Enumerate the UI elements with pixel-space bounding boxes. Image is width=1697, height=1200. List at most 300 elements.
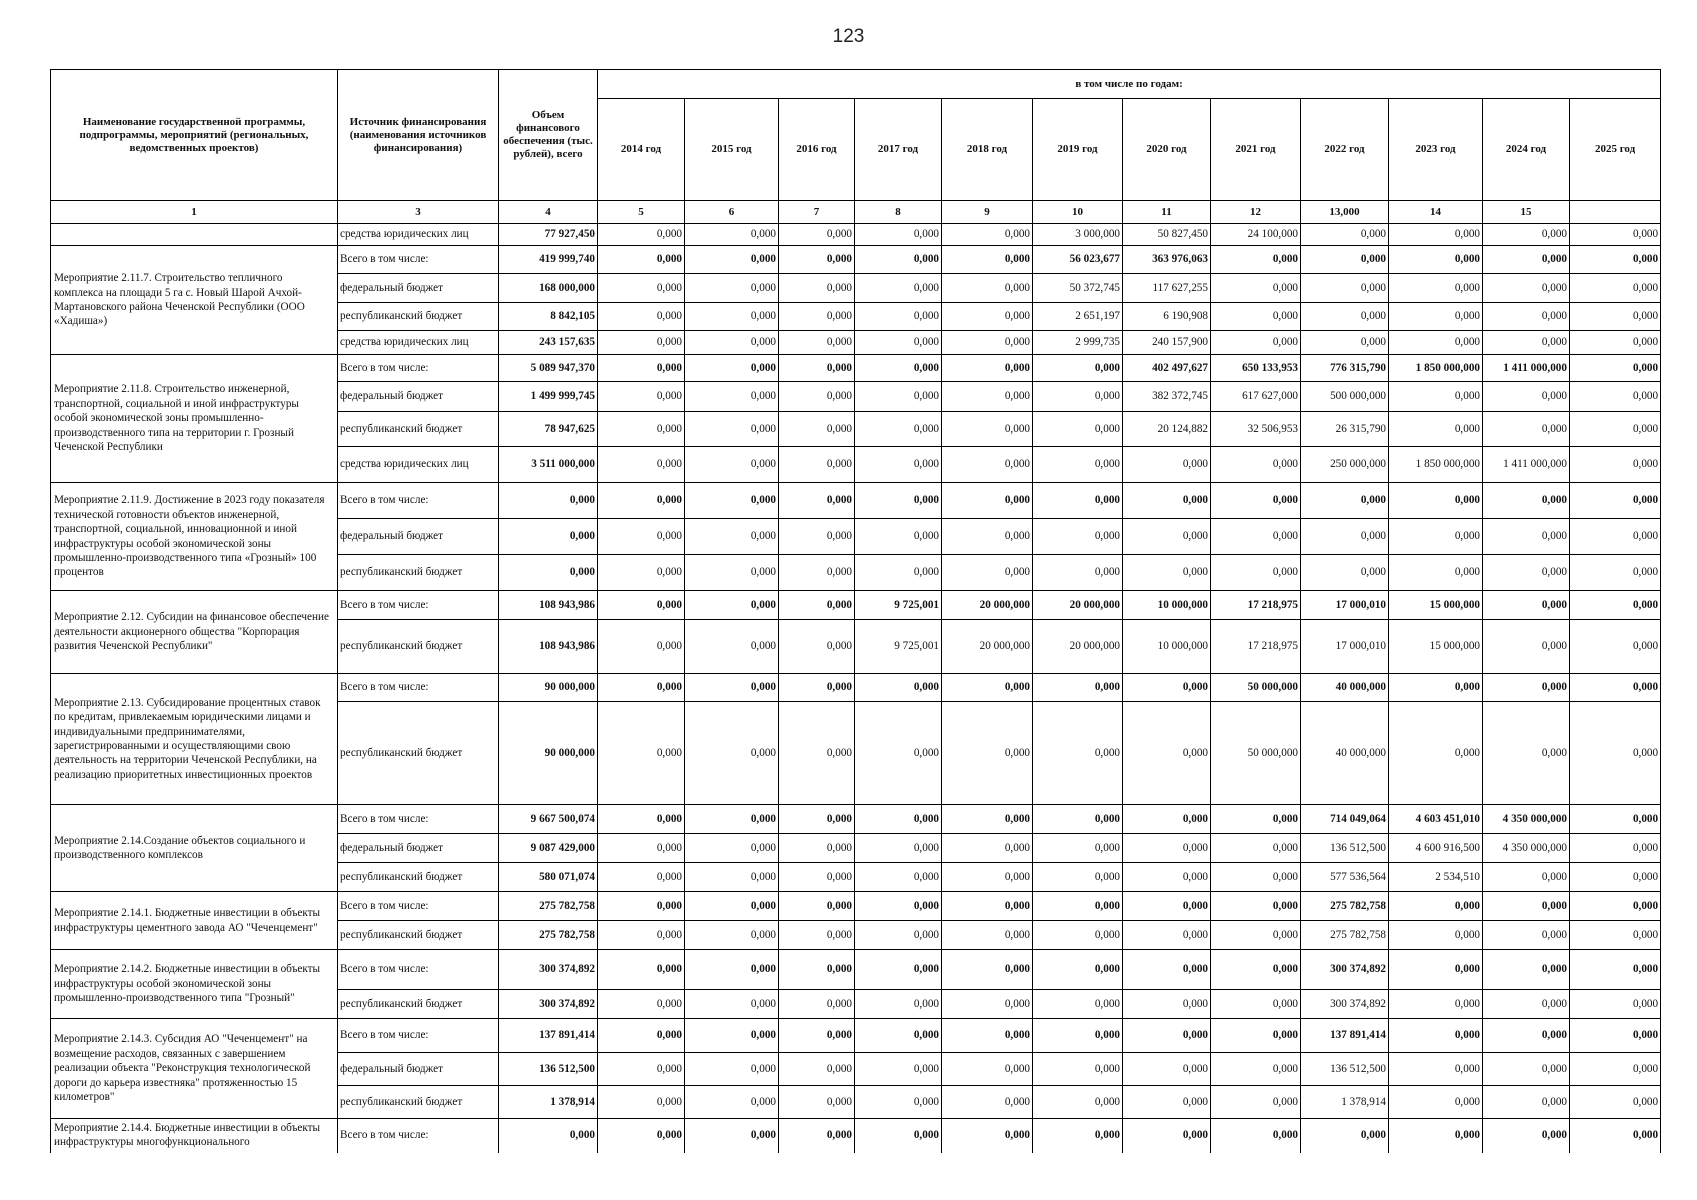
year-value: 0,000: [1211, 834, 1301, 863]
year-value: 0,000: [685, 447, 779, 483]
year-value: 0,000: [598, 519, 685, 555]
year-value: 0,000: [1483, 591, 1570, 620]
year-value: 0,000: [1570, 1119, 1661, 1153]
header-year: 2024 год: [1483, 99, 1570, 201]
year-value: 0,000: [1301, 483, 1389, 519]
header-year: 2017 год: [855, 99, 942, 201]
year-value: 0,000: [1301, 224, 1389, 246]
year-value: 0,000: [598, 921, 685, 950]
year-value: 0,000: [779, 1019, 855, 1053]
year-value: 0,000: [1483, 555, 1570, 591]
year-value: 0,000: [1123, 447, 1211, 483]
year-value: 0,000: [1123, 555, 1211, 591]
year-value: 0,000: [685, 224, 779, 246]
table-row: [51, 224, 1661, 246]
column-number: 9: [942, 201, 1033, 224]
year-value: 0,000: [598, 274, 685, 303]
year-value: 3 000,000: [1033, 224, 1123, 246]
column-number: 3: [338, 201, 499, 224]
year-value: 0,000: [598, 555, 685, 591]
year-value: 0,000: [1389, 483, 1483, 519]
funding-source: республиканский бюджет: [338, 1086, 499, 1119]
year-value: 0,000: [855, 303, 942, 331]
year-value: 0,000: [685, 863, 779, 892]
year-value: 0,000: [1301, 246, 1389, 274]
year-value: 0,000: [685, 1119, 779, 1153]
year-value: 402 497,627: [1123, 355, 1211, 382]
funding-source: республиканский бюджет: [338, 555, 499, 591]
year-value: 0,000: [1211, 303, 1301, 331]
year-value: 0,000: [1211, 1119, 1301, 1153]
financing-table: [50, 69, 1661, 1153]
year-value: 0,000: [1570, 620, 1661, 674]
funding-source: федеральный бюджет: [338, 382, 499, 412]
table-row: [51, 483, 1661, 519]
header-volume: Объем финансового обеспечения (тыс. рублей), всего: [499, 70, 598, 201]
table-row: [51, 1019, 1661, 1053]
year-value: 0,000: [855, 1019, 942, 1053]
year-value: 0,000: [1389, 382, 1483, 412]
year-value: 0,000: [1033, 447, 1123, 483]
year-value: 0,000: [855, 863, 942, 892]
year-value: 0,000: [779, 412, 855, 447]
column-number: 15: [1483, 201, 1570, 224]
year-value: 0,000: [1570, 1053, 1661, 1086]
year-value: 0,000: [1389, 1086, 1483, 1119]
year-value: 0,000: [598, 382, 685, 412]
year-value: 0,000: [685, 591, 779, 620]
year-value: 0,000: [1211, 1086, 1301, 1119]
funding-source: Всего в том числе:: [338, 591, 499, 620]
year-value: 0,000: [942, 1053, 1033, 1086]
measure-name: Мероприятие 2.12. Субсидии на финансовое обеспечение деятельности акционерного общества "Корпорация развития Чеченской Республики": [51, 591, 338, 674]
year-value: 0,000: [1570, 863, 1661, 892]
year-value: 0,000: [779, 921, 855, 950]
total-volume: 275 782,758: [499, 892, 598, 921]
year-value: 0,000: [779, 805, 855, 834]
year-value: 0,000: [1033, 519, 1123, 555]
year-value: 0,000: [1570, 591, 1661, 620]
year-value: 0,000: [1483, 331, 1570, 355]
year-value: 0,000: [1570, 555, 1661, 591]
year-value: 0,000: [1123, 1019, 1211, 1053]
year-value: 15 000,000: [1389, 591, 1483, 620]
year-value: 0,000: [685, 555, 779, 591]
year-value: 1 378,914: [1301, 1086, 1389, 1119]
year-value: 0,000: [855, 412, 942, 447]
total-volume: 108 943,986: [499, 620, 598, 674]
year-value: 0,000: [1389, 921, 1483, 950]
year-value: 0,000: [1570, 950, 1661, 990]
year-value: 0,000: [598, 950, 685, 990]
year-value: 0,000: [1123, 990, 1211, 1019]
funding-source: республиканский бюджет: [338, 303, 499, 331]
year-value: 0,000: [1570, 224, 1661, 246]
year-value: 0,000: [685, 412, 779, 447]
funding-source: республиканский бюджет: [338, 921, 499, 950]
year-value: 0,000: [598, 303, 685, 331]
year-value: 136 512,500: [1301, 1053, 1389, 1086]
year-value: 0,000: [1033, 674, 1123, 702]
year-value: 0,000: [598, 224, 685, 246]
year-value: 0,000: [1483, 303, 1570, 331]
year-value: 50 000,000: [1211, 674, 1301, 702]
year-value: 0,000: [1389, 331, 1483, 355]
year-value: 20 124,882: [1123, 412, 1211, 447]
year-value: 50 372,745: [1033, 274, 1123, 303]
year-value: 0,000: [685, 950, 779, 990]
year-value: 50 827,450: [1123, 224, 1211, 246]
year-value: 0,000: [1123, 950, 1211, 990]
year-value: 0,000: [1123, 834, 1211, 863]
total-volume: 275 782,758: [499, 921, 598, 950]
year-value: 0,000: [1211, 1053, 1301, 1086]
year-value: 2 534,510: [1389, 863, 1483, 892]
funding-source: республиканский бюджет: [338, 990, 499, 1019]
year-value: 250 000,000: [1301, 447, 1389, 483]
year-value: 0,000: [779, 863, 855, 892]
year-value: 0,000: [1389, 950, 1483, 990]
year-value: 0,000: [1301, 519, 1389, 555]
table-row: [51, 355, 1661, 382]
funding-source: федеральный бюджет: [338, 1053, 499, 1086]
year-value: 0,000: [1211, 990, 1301, 1019]
year-value: 0,000: [1389, 1053, 1483, 1086]
year-value: 0,000: [1301, 331, 1389, 355]
year-value: 0,000: [1570, 674, 1661, 702]
year-value: 0,000: [598, 412, 685, 447]
year-value: 0,000: [1033, 1119, 1123, 1153]
column-number: 10: [1033, 201, 1123, 224]
year-value: 0,000: [1483, 1119, 1570, 1153]
measure-name: Мероприятие 2.11.9. Достижение в 2023 году показателя технической готовности объектов инженерной, транспортной, социальной, инновационной и иной инфраструктуры особой экономической зоны промышленно-производственного типа «Грозный» 100 процентов: [51, 483, 338, 591]
year-value: 0,000: [685, 1019, 779, 1053]
year-value: 0,000: [855, 382, 942, 412]
column-number: 14: [1389, 201, 1483, 224]
year-value: 0,000: [942, 519, 1033, 555]
header-year: 2015 год: [685, 99, 779, 201]
table-header: [51, 70, 1661, 224]
year-value: 40 000,000: [1301, 702, 1389, 805]
year-value: 714 049,064: [1301, 805, 1389, 834]
year-value: 0,000: [1211, 1019, 1301, 1053]
measure-name: Мероприятие 2.11.7. Строительство тепличного комплекса на площади 5 га с. Новый Шарой Ачхой-Мартановского района Чеченской Республики (ООО «Хадиша»): [51, 246, 338, 355]
year-value: 4 350 000,000: [1483, 805, 1570, 834]
funding-source: Всего в том числе:: [338, 892, 499, 921]
year-value: 0,000: [1211, 555, 1301, 591]
year-value: 117 627,255: [1123, 274, 1211, 303]
header-year: 2021 год: [1211, 99, 1301, 201]
year-value: 0,000: [598, 331, 685, 355]
year-value: 4 603 451,010: [1389, 805, 1483, 834]
year-value: 0,000: [685, 990, 779, 1019]
year-value: 1 850 000,000: [1389, 355, 1483, 382]
year-value: 0,000: [1570, 990, 1661, 1019]
year-value: 0,000: [855, 702, 942, 805]
year-value: 0,000: [779, 1086, 855, 1119]
year-value: 0,000: [598, 990, 685, 1019]
year-value: 0,000: [1033, 892, 1123, 921]
year-value: 650 133,953: [1211, 355, 1301, 382]
year-value: 0,000: [1389, 702, 1483, 805]
column-number: 4: [499, 201, 598, 224]
year-value: 9 725,001: [855, 591, 942, 620]
year-value: 0,000: [779, 892, 855, 921]
year-value: 0,000: [1123, 702, 1211, 805]
year-value: 0,000: [1211, 274, 1301, 303]
header-year: 2023 год: [1389, 99, 1483, 201]
year-value: 0,000: [1570, 1019, 1661, 1053]
year-value: 0,000: [1389, 246, 1483, 274]
year-value: 0,000: [855, 990, 942, 1019]
year-value: 0,000: [1483, 224, 1570, 246]
year-value: 0,000: [779, 990, 855, 1019]
funding-source: федеральный бюджет: [338, 519, 499, 555]
year-value: 0,000: [1301, 303, 1389, 331]
year-value: 0,000: [1033, 412, 1123, 447]
measure-name: [51, 1119, 338, 1153]
year-value: 0,000: [598, 805, 685, 834]
year-value: 0,000: [1301, 1119, 1389, 1153]
year-value: 0,000: [1211, 483, 1301, 519]
year-value: 0,000: [942, 805, 1033, 834]
year-value: 0,000: [1483, 921, 1570, 950]
year-value: 0,000: [1570, 483, 1661, 519]
year-value: 0,000: [1033, 990, 1123, 1019]
year-value: 0,000: [779, 834, 855, 863]
year-value: 0,000: [1483, 382, 1570, 412]
year-value: 0,000: [598, 1086, 685, 1119]
year-value: 0,000: [685, 1053, 779, 1086]
year-value: 2 651,197: [1033, 303, 1123, 331]
year-value: 0,000: [1570, 892, 1661, 921]
total-volume: 168 000,000: [499, 274, 598, 303]
column-number: [1570, 201, 1661, 224]
year-value: 240 157,900: [1123, 331, 1211, 355]
year-value: 0,000: [779, 224, 855, 246]
year-value: 0,000: [942, 950, 1033, 990]
funding-source: республиканский бюджет: [338, 863, 499, 892]
funding-source: Всего в том числе:: [338, 246, 499, 274]
year-value: 0,000: [598, 1119, 685, 1153]
funding-source: средства юридических лиц: [338, 331, 499, 355]
year-value: 20 000,000: [942, 620, 1033, 674]
year-value: 0,000: [1483, 1019, 1570, 1053]
funding-source: Всего в том числе:: [338, 674, 499, 702]
year-value: 0,000: [685, 620, 779, 674]
year-value: 17 218,975: [1211, 591, 1301, 620]
funding-source: Всего в том числе:: [338, 1019, 499, 1053]
year-value: 0,000: [685, 382, 779, 412]
header-year: 2014 год: [598, 99, 685, 201]
year-value: 0,000: [855, 355, 942, 382]
year-value: 0,000: [685, 892, 779, 921]
total-volume: 0,000: [499, 519, 598, 555]
year-value: 0,000: [1570, 447, 1661, 483]
year-value: 500 000,000: [1301, 382, 1389, 412]
year-value: 0,000: [1123, 921, 1211, 950]
funding-source: республиканский бюджет: [338, 702, 499, 805]
total-volume: 9 667 500,074: [499, 805, 598, 834]
year-value: 0,000: [779, 246, 855, 274]
header-year: 2020 год: [1123, 99, 1211, 201]
year-value: 0,000: [855, 224, 942, 246]
year-value: 0,000: [942, 863, 1033, 892]
year-value: 0,000: [685, 519, 779, 555]
year-value: 0,000: [685, 1086, 779, 1119]
year-value: 4 350 000,000: [1483, 834, 1570, 863]
total-volume: 8 842,105: [499, 303, 598, 331]
table-row: [51, 246, 1661, 274]
year-value: 0,000: [942, 303, 1033, 331]
year-value: 0,000: [942, 382, 1033, 412]
year-value: 0,000: [855, 483, 942, 519]
year-value: 0,000: [942, 1086, 1033, 1119]
year-value: 0,000: [1033, 1053, 1123, 1086]
year-value: 0,000: [1570, 702, 1661, 805]
year-value: 0,000: [685, 355, 779, 382]
year-value: 40 000,000: [1301, 674, 1389, 702]
year-value: 0,000: [1033, 1086, 1123, 1119]
year-value: 15 000,000: [1389, 620, 1483, 674]
year-value: 0,000: [1211, 950, 1301, 990]
year-value: 300 374,892: [1301, 950, 1389, 990]
year-value: 0,000: [855, 447, 942, 483]
year-value: 275 782,758: [1301, 892, 1389, 921]
year-value: 0,000: [598, 246, 685, 274]
funding-source: республиканский бюджет: [338, 412, 499, 447]
year-value: 0,000: [1211, 805, 1301, 834]
year-value: 0,000: [855, 834, 942, 863]
year-value: 0,000: [855, 921, 942, 950]
column-number: 7: [779, 201, 855, 224]
year-value: 300 374,892: [1301, 990, 1389, 1019]
year-value: 0,000: [942, 412, 1033, 447]
total-volume: 9 087 429,000: [499, 834, 598, 863]
year-value: 20 000,000: [1033, 620, 1123, 674]
total-volume: 78 947,625: [499, 412, 598, 447]
year-value: 0,000: [1483, 246, 1570, 274]
year-value: 0,000: [779, 382, 855, 412]
measure-name: Мероприятие 2.14.2. Бюджетные инвестиции в объекты инфраструктуры особой экономической зоны промышленно-производственного типа "Грозный": [51, 950, 338, 1019]
year-value: 0,000: [1301, 274, 1389, 303]
year-value: 0,000: [1483, 274, 1570, 303]
year-value: 0,000: [1570, 1086, 1661, 1119]
measure-name: Мероприятие 2.14.1. Бюджетные инвестиции в объекты инфраструктуры цементного завода АО "Чеченцемент": [51, 892, 338, 950]
year-value: 0,000: [685, 702, 779, 805]
table-row: [51, 950, 1661, 990]
year-value: 0,000: [779, 447, 855, 483]
year-value: 0,000: [942, 274, 1033, 303]
year-value: 382 372,745: [1123, 382, 1211, 412]
year-value: 0,000: [942, 331, 1033, 355]
funding-source: федеральный бюджет: [338, 834, 499, 863]
year-value: 0,000: [1570, 331, 1661, 355]
year-value: 0,000: [779, 1053, 855, 1086]
year-value: 0,000: [779, 674, 855, 702]
total-volume: 77 927,450: [499, 224, 598, 246]
year-value: 0,000: [1483, 674, 1570, 702]
year-value: 0,000: [1123, 1086, 1211, 1119]
year-value: 0,000: [1389, 892, 1483, 921]
year-value: 577 536,564: [1301, 863, 1389, 892]
year-value: 0,000: [779, 519, 855, 555]
year-value: 0,000: [942, 1119, 1033, 1153]
measure-name: Мероприятие 2.11.8. Строительство инженерной, транспортной, социальной и иной инфраструктуры особой экономической зоны промышленно-производственного типа на территории г. Грозный Чеченской Республики: [51, 355, 338, 483]
year-value: 0,000: [779, 620, 855, 674]
year-value: 0,000: [1570, 382, 1661, 412]
year-value: 0,000: [942, 834, 1033, 863]
year-value: 0,000: [1483, 483, 1570, 519]
year-value: 0,000: [685, 274, 779, 303]
year-value: 0,000: [1483, 950, 1570, 990]
year-value: 0,000: [1483, 519, 1570, 555]
year-value: 0,000: [1389, 1119, 1483, 1153]
measure-name: Мероприятие 2.13. Субсидирование процентных ставок по кредитам, привлекаемым юридическими лицами и индивидуальными предпринимателями, зарегистрированными и осуществляющими свою деятельность на территории Чеченской Республики, на реализацию приоритетных инвестиционных проектов: [51, 674, 338, 805]
year-value: 0,000: [1389, 412, 1483, 447]
total-volume: 3 511 000,000: [499, 447, 598, 483]
year-value: 0,000: [598, 591, 685, 620]
year-value: 137 891,414: [1301, 1019, 1389, 1053]
year-value: 0,000: [1033, 1019, 1123, 1053]
year-value: 0,000: [598, 834, 685, 863]
year-value: 0,000: [1570, 246, 1661, 274]
column-number: 6: [685, 201, 779, 224]
year-value: 0,000: [1389, 519, 1483, 555]
funding-source: Всего в том числе:: [338, 1119, 499, 1153]
year-value: 0,000: [1211, 863, 1301, 892]
year-value: 0,000: [942, 246, 1033, 274]
year-value: 20 000,000: [942, 591, 1033, 620]
year-value: 0,000: [942, 1019, 1033, 1053]
year-value: 0,000: [855, 1119, 942, 1153]
year-value: 0,000: [779, 483, 855, 519]
measure-name: Мероприятие 2.14.Создание объектов социального и производственного комплексов: [51, 805, 338, 892]
year-value: 617 627,000: [1211, 382, 1301, 412]
funding-source: Всего в том числе:: [338, 805, 499, 834]
year-value: 0,000: [1389, 274, 1483, 303]
year-value: 0,000: [598, 1053, 685, 1086]
year-value: 0,000: [1483, 863, 1570, 892]
year-value: 0,000: [598, 483, 685, 519]
column-number: 8: [855, 201, 942, 224]
year-value: 0,000: [598, 863, 685, 892]
year-value: 0,000: [1483, 702, 1570, 805]
year-value: 0,000: [779, 950, 855, 990]
year-value: 0,000: [1570, 355, 1661, 382]
table-row: [51, 1119, 1661, 1153]
year-value: 0,000: [1570, 303, 1661, 331]
year-value: 0,000: [598, 674, 685, 702]
year-value: 0,000: [1570, 274, 1661, 303]
year-value: 9 725,001: [855, 620, 942, 674]
year-value: 0,000: [779, 274, 855, 303]
year-value: 0,000: [1123, 1053, 1211, 1086]
year-value: 0,000: [1570, 921, 1661, 950]
measure-name: Мероприятие 2.14.3. Субсидия АО "Чеченцемент" на возмещение расходов, связанных с завершением реализации объекта "Реконструкция технологической дороги до карьера известняка" протяженностью 15 километров": [51, 1019, 338, 1119]
year-value: 0,000: [1033, 805, 1123, 834]
year-value: 0,000: [1211, 331, 1301, 355]
total-volume: 419 999,740: [499, 246, 598, 274]
funding-source: Всего в том числе:: [338, 950, 499, 990]
funding-source: Всего в том числе:: [338, 355, 499, 382]
year-value: 0,000: [685, 921, 779, 950]
year-value: 0,000: [855, 555, 942, 591]
column-number: 12: [1211, 201, 1301, 224]
year-value: 0,000: [685, 246, 779, 274]
measure-name-text: Мероприятие 2.14.4. Бюджетные инвестиции в объекты инфраструктуры многофункционального: [54, 1122, 321, 1149]
year-value: 0,000: [1033, 921, 1123, 950]
